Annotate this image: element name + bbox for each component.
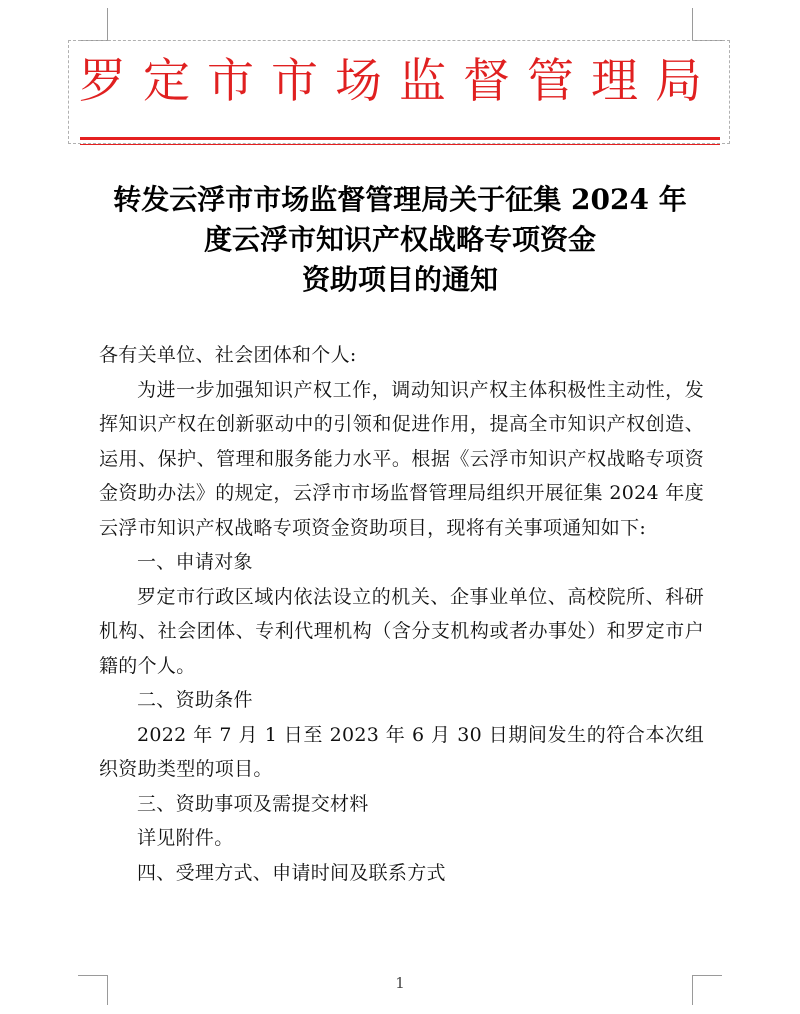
title-line-2: 度云浮市知识产权战略专项资金	[203, 223, 596, 256]
red-rule-thick	[80, 137, 720, 140]
title-line-3: 资助项目的通知	[301, 263, 498, 296]
salutation: 各有关单位、社会团体和个人:	[99, 344, 357, 366]
title-line-1: 转发云浮市市场监督管理局关于征集 2024 年	[113, 183, 687, 216]
section-heading-1: 一、申请对象	[137, 551, 253, 573]
section-heading-4: 四、受理方式、申请时间及联系方式	[137, 861, 446, 884]
red-rule-thin	[80, 144, 720, 145]
section-text-1: 罗定市行政区域内依法设立的机关、企事业单位、高校院所、科研机构、社会团体、专利代理机构（含分支机构或者办事处）和罗定市户籍的个人。	[99, 585, 704, 677]
document-body	[99, 338, 704, 890]
section-text-2: 2022 年 7 月 1 日至 2023 年 6 月 30 日期间发生的符合本次组织资助类型的项目。	[99, 723, 704, 780]
section-heading-3: 三、资助事项及需提交材料	[137, 792, 369, 815]
document-title	[80, 180, 720, 300]
section-heading-2: 二、资助条件	[137, 689, 253, 711]
intro-paragraph: 为进一步加强知识产权工作，调动知识产权主体积极性主动性，发挥知识产权在创新驱动中的引领和促进作用，提高全市知识产权创造、运用、保护、管理和服务能力水平。根据《云浮市知识产权战略专项资金资助办法》的规定，云浮市市场监督管理局组织开展征集 2024 年度云浮市知识产权战略专项资金资助项目，现将有关事项通知如下:	[99, 378, 704, 539]
section-text-3: 详见附件。	[137, 827, 234, 849]
page-number: 1	[395, 974, 405, 992]
org-name-heading: 罗定市市场监督管理局	[79, 54, 719, 109]
